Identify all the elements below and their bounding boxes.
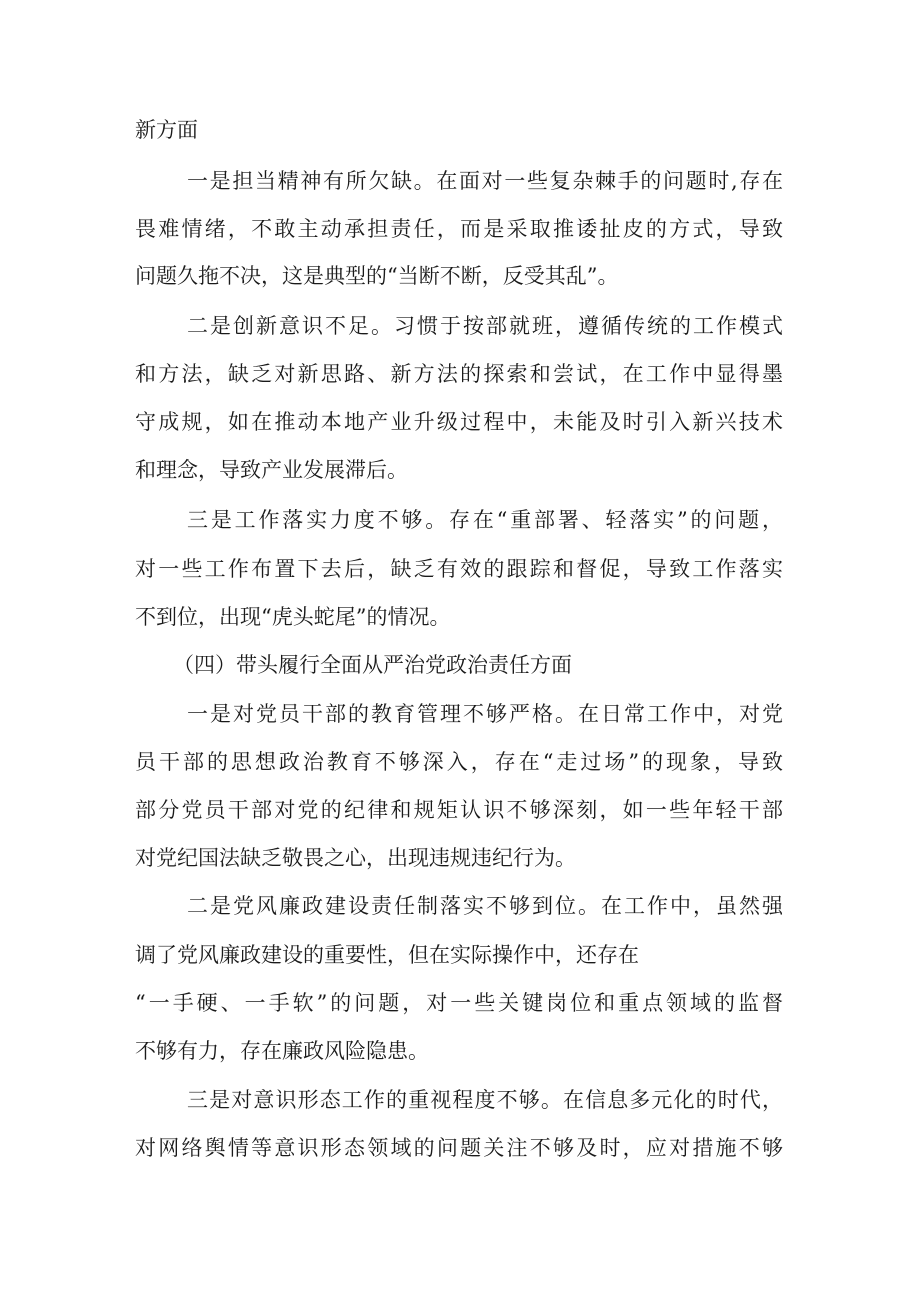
text-line-17: 二是党风廉政建设责任制落实不够到位。在工作中，虽然强 bbox=[187, 894, 783, 918]
text-line-1: 新方面 bbox=[135, 118, 198, 142]
text-line-7: 守成规，如在推动本地产业升级过程中，未能及时引入新兴技术 bbox=[135, 410, 783, 434]
text-line-4: 问题久拖不决，这是典型的“当断不断，反受其乱”。 bbox=[135, 264, 619, 288]
text-line-11: 不到位，出现“虎头蛇尾”的情况。 bbox=[135, 605, 451, 629]
text-line-8: 和理念，导致产业发展滞后。 bbox=[135, 458, 408, 482]
text-line-2: 一是担当精神有所欠缺。在面对一些复杂棘手的问题时,存在 bbox=[187, 169, 783, 193]
text-line-13: 一是对党员干部的教育管理不够严格。在日常工作中，对党 bbox=[187, 702, 783, 726]
text-line-3: 畏难情绪，不敢主动承担责任，而是采取推诿扯皮的方式，导致 bbox=[135, 217, 783, 241]
text-line-18: 调了党风廉政建设的重要性，但在实际操作中，还存在 bbox=[135, 943, 639, 967]
text-line-21: 三是对意识形态工作的重视程度不够。在信息多元化的时代， bbox=[187, 1088, 783, 1112]
text-line-6: 和方法，缺乏对新思路、新方法的探索和尝试，在工作中显得墨 bbox=[135, 362, 783, 386]
section-heading: （四）带头履行全面从严治党政治责任方面 bbox=[173, 653, 572, 677]
text-line-15: 部分党员干部对党的纪律和规矩认识不够深刻，如一些年轻干部 bbox=[135, 798, 783, 822]
text-line-16: 对党纪国法缺乏敬畏之心，出现违规违纪行为。 bbox=[135, 846, 576, 870]
text-line-14: 员干部的思想政治教育不够深入，存在“走过场”的现象，导致 bbox=[135, 750, 783, 774]
text-line-9: 三是工作落实力度不够。存在“重部署、轻落实”的问题， bbox=[187, 508, 783, 532]
text-line-22: 对网络舆情等意识形态领域的问题关注不够及时，应对措施不够 bbox=[135, 1136, 783, 1160]
text-line-5: 二是创新意识不足。习惯于按部就班，遵循传统的工作模式 bbox=[187, 314, 783, 338]
text-line-19: “一手硬、一手软”的问题，对一些关键岗位和重点领域的监督 bbox=[135, 991, 783, 1015]
text-line-20: 不够有力，存在廉政风险隐患。 bbox=[135, 1039, 429, 1063]
text-line-10: 对一些工作布置下去后，缺乏有效的跟踪和督促，导致工作落实 bbox=[135, 557, 783, 581]
